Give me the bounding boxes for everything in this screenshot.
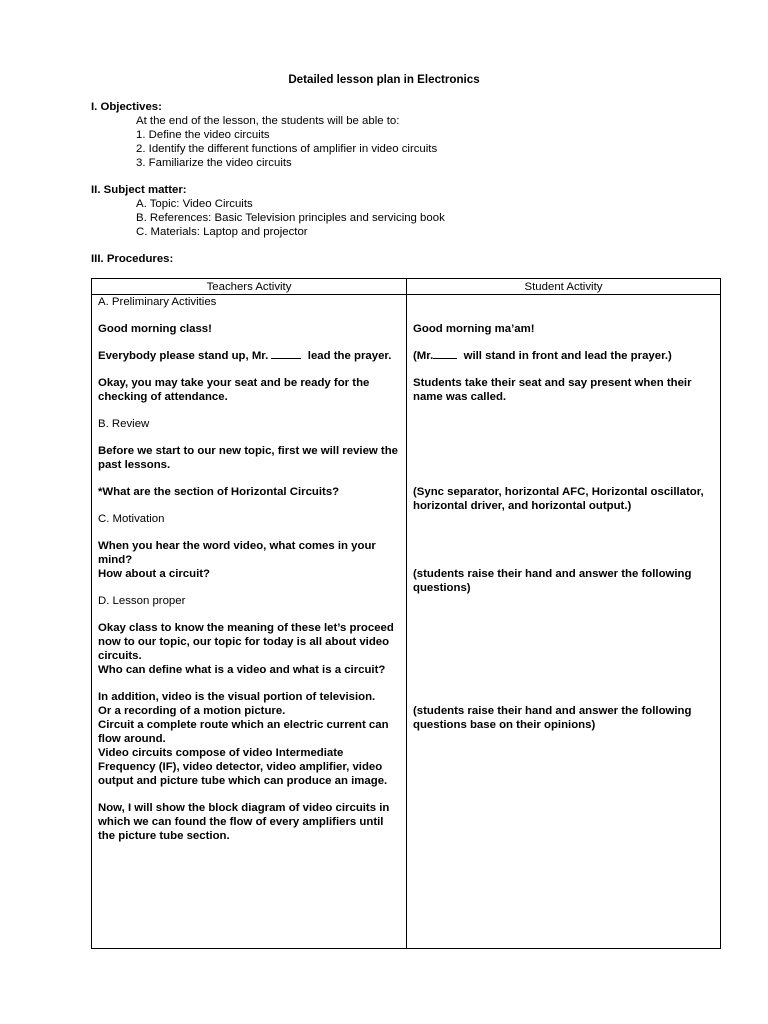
name-blank [433,349,457,359]
motivation-question-2: How about a circuit? [98,568,211,580]
objective-item: 1. Define the video circuits [136,129,270,141]
motivation-answer: (students raise their hand and answer the following questions) [413,568,692,594]
definition-3: Circuit a complete route which an electric current can flow around. [98,719,389,745]
objective-item: 3. Familiarize the video circuits [136,157,292,169]
review-text: Before we start to our new topic, first we will review the past lessons. [98,445,399,471]
motivation-label: C. Motivation [98,513,165,525]
subject-matter-heading: II. Subject matter: [91,184,187,196]
motivation-question-1: When you hear the word video, what comes in your mind? [98,540,376,566]
definition-1: In addition, video is the visual portion of television. [98,691,376,703]
teacher-prayer: Everybody please stand up, Mr. lead the prayer. [98,350,392,362]
objectives-intro: At the end of the lesson, the students will be able to: [136,115,400,127]
preliminary-label: A. Preliminary Activities [98,296,217,308]
subject-matter-list [136,197,445,239]
objectives-list [136,128,437,170]
teacher-activity-cell [92,295,407,949]
lesson-intro-2: Who can define what is a video and what is a circuit? [98,664,386,676]
procedures-table [91,278,721,949]
teacher-seat: Okay, you may take your seat and be ready for the checking of attendance. [98,377,370,403]
lesson-intro-1: Okay class to know the meaning of these let’s proceed now to our topic, our topic for today is all about video circuits. [98,622,394,662]
student-column-header: Student Activity [407,279,721,295]
subject-item: C. Materials: Laptop and projector [136,226,308,238]
name-blank [271,349,301,359]
review-answer: (Sync separator, horizontal AFC, Horizontal oscillator, horizontal driver, and horizontal output.) [413,486,704,512]
objectives-heading: I. Objectives: [91,101,162,113]
student-greeting: Good morning ma’am! [413,323,535,335]
review-question: *What are the section of Horizontal Circuits? [98,486,340,498]
student-prayer: (Mr. will stand in front and lead the prayer.) [413,350,672,362]
procedures-heading: III. Procedures: [91,253,174,265]
definition-4: Video circuits compose of video Intermediate Frequency (IF), video detector, video amplifier, video output and picture tube which can produce an image. [98,747,388,787]
review-label: B. Review [98,418,150,430]
student-seat: Students take their seat and say present when their name was called. [413,377,692,403]
subject-item: A. Topic: Video Circuits [136,198,253,210]
subject-item: B. References: Basic Television principles and servicing book [136,212,445,224]
definition-2: Or a recording of a motion picture. [98,705,286,717]
lesson-answer: (students raise their hand and answer the following questions base on their opinions) [413,705,692,731]
student-activity-cell [407,295,721,949]
lesson-label: D. Lesson proper [98,595,186,607]
teacher-column-header: Teachers Activity [92,279,407,295]
objective-item: 2. Identify the different functions of amplifier in video circuits [136,143,438,155]
document-title: Detailed lesson plan in Electronics [288,73,480,86]
teacher-greeting: Good morning class! [98,323,212,335]
block-diagram-text: Now, I will show the block diagram of video circuits in which we can found the flow of every amplifiers until the picture tube section. [98,802,390,842]
